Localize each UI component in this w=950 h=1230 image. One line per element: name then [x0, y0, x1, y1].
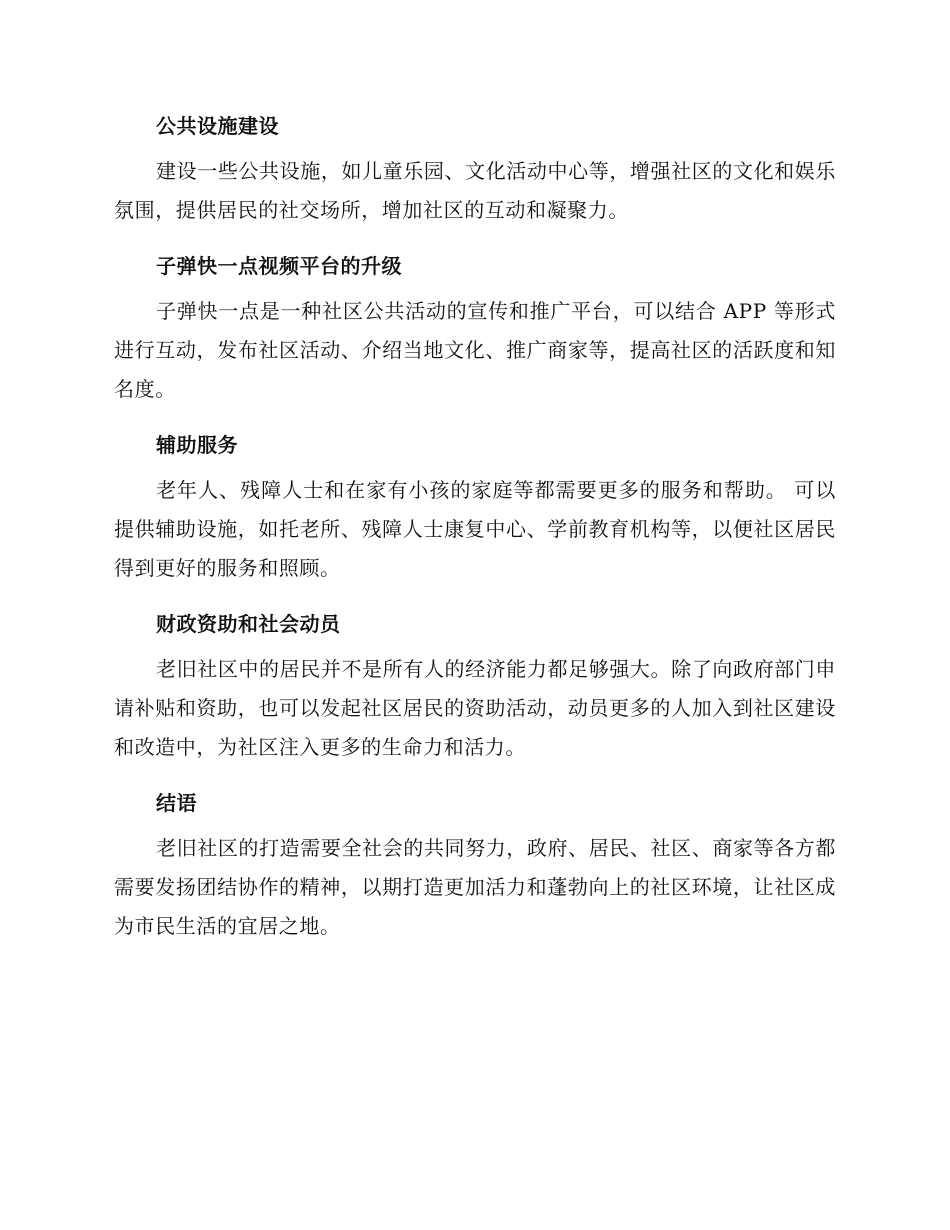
section-paragraph: 建设一些公共设施，如儿童乐园、文化活动中心等，增强社区的文化和娱乐氛围，提供居民的社交场所，增加社区的互动和凝聚力。: [114, 159, 836, 222]
section-heading: 结语: [156, 791, 197, 815]
section-paragraph: 老年人、残障人士和在家有小孩的家庭等都需要更多的服务和帮助。 可以提供辅助设施，如托老所、残障人士康复中心、学前教育机构等，以便社区居民得到更好的服务和照顾。: [114, 478, 836, 580]
section-paragraph: 老旧社区的打造需要全社会的共同努力，政府、居民、社区、商家等各方都需要发扬团结协作的精神，以期打造更加活力和蓬勃向上的社区环境，让社区成为市民生活的宜居之地。: [114, 836, 836, 938]
section-heading: 公共设施建设: [156, 114, 279, 138]
section-assistive-services: [114, 423, 836, 588]
section-heading: 辅助服务: [156, 433, 238, 457]
section-heading: 财政资助和社会动员: [156, 612, 341, 636]
section-conclusion: [114, 781, 836, 946]
section-heading: 子弹快一点视频平台的升级: [156, 254, 402, 278]
section-funding-mobilization: [114, 602, 836, 767]
section-paragraph: 子弹快一点是一种社区公共活动的宣传和推广平台，可以结合 APP 等形式进行互动，发布社区活动、介绍当地文化、推广商家等，提高社区的活跃度和知名度。: [114, 299, 836, 401]
section-public-facilities: [114, 104, 836, 230]
section-paragraph: 老旧社区中的居民并不是所有人的经济能力都足够强大。除了向政府部门申请补贴和资助，也可以发起社区居民的资助活动，动员更多的人加入到社区建设和改造中，为社区注入更多的生命力和活力。: [114, 657, 836, 759]
section-video-platform: [114, 244, 836, 409]
